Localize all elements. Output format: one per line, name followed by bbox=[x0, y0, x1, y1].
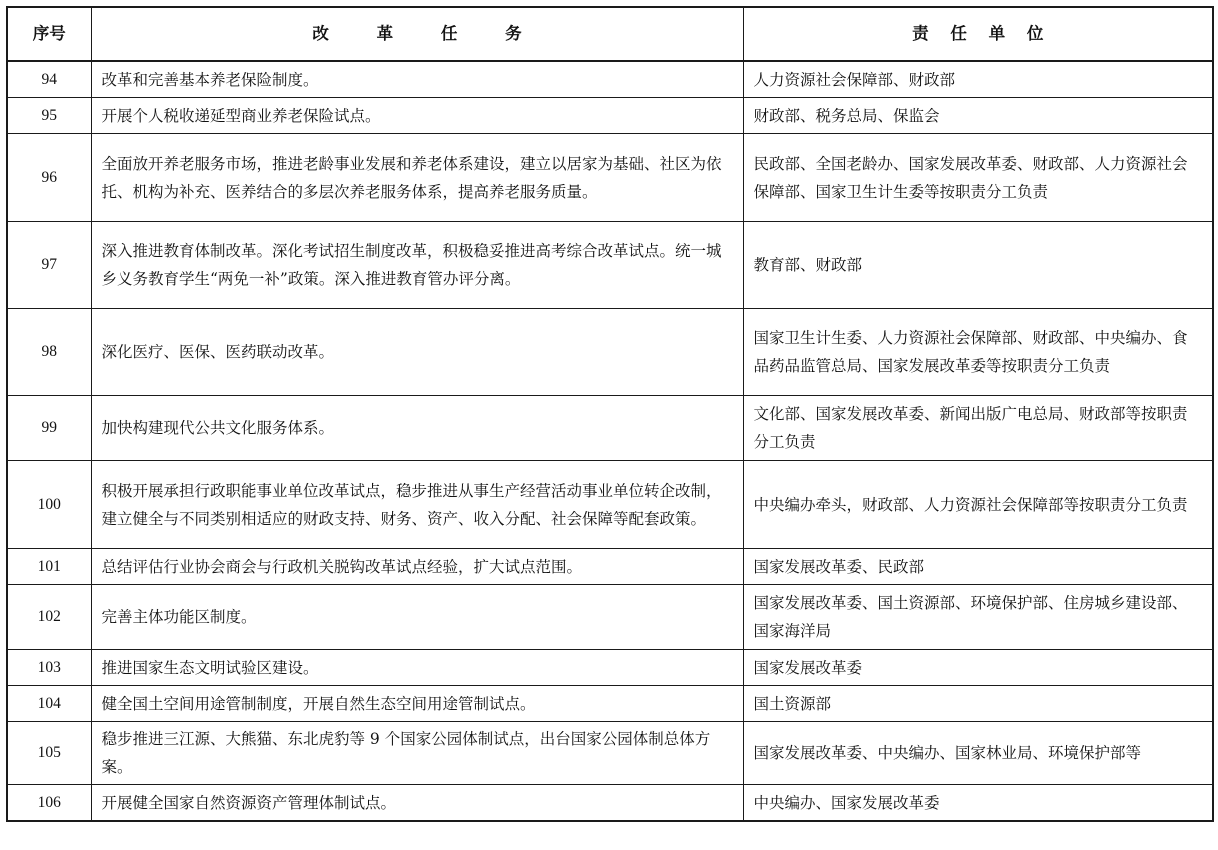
row-task: 改革和完善基本养老保险制度。 bbox=[91, 61, 743, 98]
row-unit: 国家发展改革委、民政部 bbox=[743, 549, 1213, 585]
row-unit: 中央编办牵头，财政部、人力资源社会保障部等按职责分工负责 bbox=[743, 461, 1213, 549]
table-row bbox=[7, 650, 1213, 686]
table-row bbox=[7, 549, 1213, 585]
reform-task-table bbox=[6, 6, 1214, 822]
row-task: 加快构建现代公共文化服务体系。 bbox=[91, 396, 743, 461]
row-task: 完善主体功能区制度。 bbox=[91, 585, 743, 650]
table-row bbox=[7, 396, 1213, 461]
row-number: 99 bbox=[7, 396, 91, 461]
row-task: 推进国家生态文明试验区建设。 bbox=[91, 650, 743, 686]
row-unit: 国土资源部 bbox=[743, 686, 1213, 722]
table-body bbox=[7, 61, 1213, 821]
row-task: 开展个人税收递延型商业养老保险试点。 bbox=[91, 98, 743, 134]
row-number: 102 bbox=[7, 585, 91, 650]
table-row bbox=[7, 585, 1213, 650]
row-task: 全面放开养老服务市场，推进老龄事业发展和养老体系建设，建立以居家为基础、社区为依托、机构为补充、医养结合的多层次养老服务体系，提高养老服务质量。 bbox=[91, 134, 743, 222]
header-reform-task: 改 革 任 务 bbox=[91, 7, 743, 61]
row-number: 96 bbox=[7, 134, 91, 222]
row-task: 深入推进教育体制改革。深化考试招生制度改革，积极稳妥推进高考综合改革试点。统一城乡义务教育学生“两免一补”政策。深入推进教育管办评分离。 bbox=[91, 222, 743, 309]
row-task: 深化医疗、医保、医药联动改革。 bbox=[91, 309, 743, 396]
row-number: 100 bbox=[7, 461, 91, 549]
header-responsible-unit: 责 任 单 位 bbox=[743, 7, 1213, 61]
row-unit: 国家发展改革委、国土资源部、环境保护部、住房城乡建设部、国家海洋局 bbox=[743, 585, 1213, 650]
row-unit: 文化部、国家发展改革委、新闻出版广电总局、财政部等按职责分工负责 bbox=[743, 396, 1213, 461]
row-number: 98 bbox=[7, 309, 91, 396]
table-row bbox=[7, 61, 1213, 98]
table-row bbox=[7, 134, 1213, 222]
table-row bbox=[7, 722, 1213, 785]
table-row bbox=[7, 309, 1213, 396]
row-task: 稳步推进三江源、大熊猫、东北虎豹等 9 个国家公园体制试点，出台国家公园体制总体方案。 bbox=[91, 722, 743, 785]
row-task: 积极开展承担行政职能事业单位改革试点，稳步推进从事生产经营活动事业单位转企改制，建立健全与不同类别相适应的财政支持、财务、资产、收入分配、社会保障等配套政策。 bbox=[91, 461, 743, 549]
row-task: 健全国土空间用途管制制度，开展自然生态空间用途管制试点。 bbox=[91, 686, 743, 722]
row-number: 105 bbox=[7, 722, 91, 785]
table-row bbox=[7, 461, 1213, 549]
row-number: 97 bbox=[7, 222, 91, 309]
row-unit: 国家卫生计生委、人力资源社会保障部、财政部、中央编办、食品药品监管总局、国家发展改革委等按职责分工负责 bbox=[743, 309, 1213, 396]
table-header bbox=[7, 7, 1213, 61]
row-task: 总结评估行业协会商会与行政机关脱钩改革试点经验，扩大试点范围。 bbox=[91, 549, 743, 585]
row-unit: 中央编办、国家发展改革委 bbox=[743, 785, 1213, 822]
row-unit: 教育部、财政部 bbox=[743, 222, 1213, 309]
header-row bbox=[7, 7, 1213, 61]
row-unit: 国家发展改革委、中央编办、国家林业局、环境保护部等 bbox=[743, 722, 1213, 785]
row-unit: 民政部、全国老龄办、国家发展改革委、财政部、人力资源社会保障部、国家卫生计生委等按职责分工负责 bbox=[743, 134, 1213, 222]
row-unit: 人力资源社会保障部、财政部 bbox=[743, 61, 1213, 98]
row-number: 95 bbox=[7, 98, 91, 134]
table-row bbox=[7, 222, 1213, 309]
header-serial-number: 序号 bbox=[7, 7, 91, 61]
table-row bbox=[7, 686, 1213, 722]
row-number: 106 bbox=[7, 785, 91, 822]
row-number: 101 bbox=[7, 549, 91, 585]
row-unit: 财政部、税务总局、保监会 bbox=[743, 98, 1213, 134]
row-number: 104 bbox=[7, 686, 91, 722]
row-unit: 国家发展改革委 bbox=[743, 650, 1213, 686]
row-number: 94 bbox=[7, 61, 91, 98]
row-number: 103 bbox=[7, 650, 91, 686]
row-task: 开展健全国家自然资源资产管理体制试点。 bbox=[91, 785, 743, 822]
table-row bbox=[7, 785, 1213, 822]
table-row bbox=[7, 98, 1213, 134]
